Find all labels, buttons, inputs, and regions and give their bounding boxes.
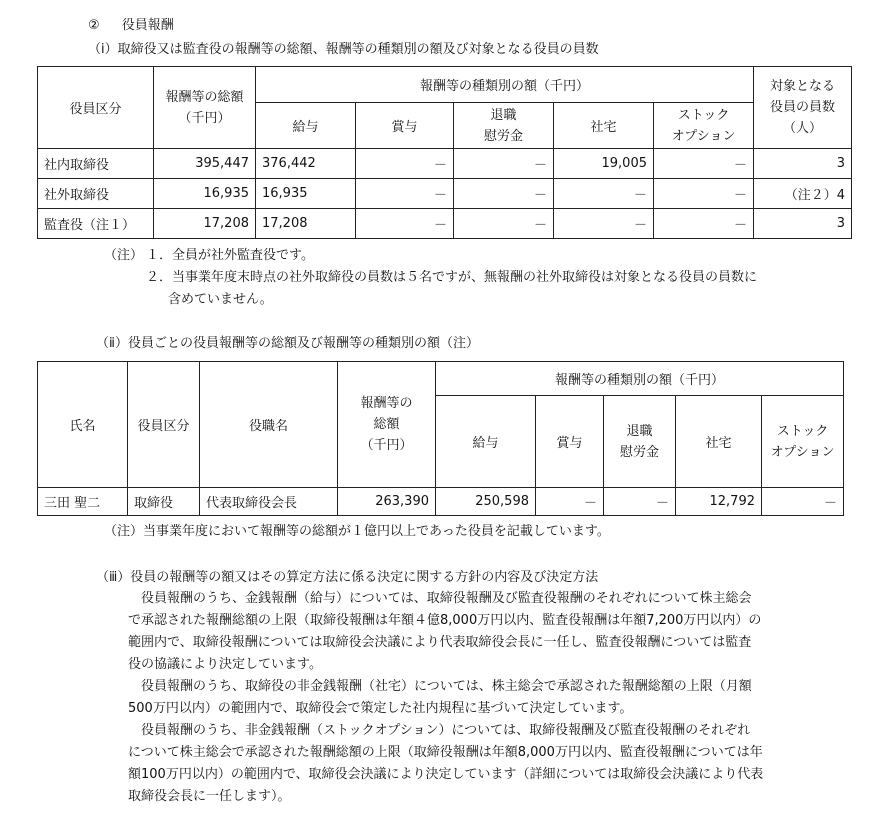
cell-position: 代表取締役会長 [200,488,338,516]
th-stock [762,396,844,488]
cell-total: 395,447 [154,149,256,179]
cell-total: 263,390 [338,488,436,516]
cell-total: 17,208 [154,209,256,239]
section-title: 役員報酬 [121,18,174,33]
cell-salary: 17,208 [256,209,356,239]
policy-paragraph-2 [128,676,752,720]
th-salary: 給与 [256,103,356,149]
policy-line: で承認された報酬総額の上限（取締役報酬は年額４億8,000万円以内、監査役報酬は年額7,200万円以内）の [128,613,762,628]
th-count-line2: 役員の員数 [770,100,836,115]
cell-stock: － [654,179,754,209]
remuneration-by-category-table [37,66,852,239]
th-stock [654,103,754,149]
table-row [38,209,852,239]
cell-housing: 19,005 [554,149,654,179]
th-retire-line2: 慰労金 [619,444,659,460]
cell-housing: 12,792 [676,488,762,516]
th-total [154,67,256,149]
th-stock-line1: ストック [677,107,730,123]
policy-line: 額100万円以内）の範囲内で、取締役会決議により決定しています（詳細については取締役会決議により代表 [128,767,764,782]
cell-housing: － [554,209,654,239]
th-retire [604,396,676,488]
section-heading [88,14,174,33]
th-total-line1: 報酬等の [360,396,413,411]
cell-stock: － [654,209,754,239]
th-salary: 給与 [436,396,536,488]
note-1: １．全員が社外監査役です。 [146,248,314,263]
th-position: 役職名 [200,362,338,488]
cell-bonus: － [356,209,454,239]
note-table2: （注）当事業年度において報酬等の総額が１億円以上であった役員を記載しています。 [104,524,610,539]
section-number: ② [88,18,100,33]
policy-line: 役員報酬のうち、取締役の非金銭報酬（社宅）については、株主総会で承認された報酬総額の上限（月額 [128,679,752,694]
th-retire-line1: 退職 [490,107,517,123]
subheading-i: （ⅰ）取締役又は監査役の報酬等の総額、報酬等の種類別の額及び対象となる役員の員数 [88,42,599,57]
note-label: （注） [104,248,144,263]
th-name: 氏名 [38,362,128,488]
th-count [754,67,852,149]
th-stock-line2: オプション [770,444,835,460]
cell-count: （注２）4 [754,179,852,209]
remuneration-by-officer-table [37,361,844,516]
th-category: 役員区分 [38,67,154,149]
th-bonus: 賞与 [536,396,604,488]
policy-line: について株主総会で承認された報酬総額の上限（取締役報酬は年額8,000万円以内、監査役報酬については年 [128,745,763,760]
th-housing: 社宅 [676,396,762,488]
subheading-iii: （ⅲ）役員の報酬等の額又はその算定方法に係る決定に関する方針の内容及び決定方法 [96,570,599,585]
cell-retire: － [454,209,554,239]
policy-line: 役の協議により決定しています。 [128,657,322,672]
table-row [38,149,852,179]
table1-header-row1 [38,67,852,103]
note-2b: 含めていません。 [168,292,273,307]
policy-paragraph-1 [128,588,761,676]
note-2a: ２．当事業年度末時点の社外取締役の員数は５名ですが、無報酬の社外取締役は対象となる役員の員数に [146,270,758,285]
cell-housing: － [554,179,654,209]
th-total-line1: 報酬等の総額 [165,89,244,105]
policy-line: 役員報酬のうち、金銭報酬（給与）については、取締役報酬及び監査役報酬のそれぞれについて株主総会 [128,591,752,606]
th-count-line3: （人） [783,121,823,136]
policy-paragraph-3 [128,720,763,808]
cell-count: 3 [754,149,852,179]
cell-retire: － [454,149,554,179]
th-total-line2: 総額 [373,417,400,432]
cell-total: 16,935 [154,179,256,209]
cell-bonus: － [536,488,604,516]
cell-category: 取締役 [128,488,200,516]
th-count-line1: 対象となる [770,79,836,94]
policy-line: 役員報酬のうち、非金銭報酬（ストックオプション）については、取締役報酬及び監査役報酬のそれぞれ [128,723,751,738]
cell-bonus: － [356,149,454,179]
subheading-ii: （ⅱ）役員ごとの役員報酬等の総額及び報酬等の種類別の額（注） [96,336,479,351]
th-retire-line2: 慰労金 [483,128,523,144]
policy-line: 範囲内で、取締役報酬については取締役会決議により代表取締役会長に一任し、監査役報酬については監査 [128,635,752,650]
th-stock-line1: ストック [776,423,829,439]
cell-retire: － [604,488,676,516]
cell-salary: 16,935 [256,179,356,209]
policy-line: 500万円以内）の範囲内で、取締役会で策定した社内規程に基づいて決定しています。 [128,701,633,716]
table-row [38,179,852,209]
table-row [38,488,844,516]
th-bonus: 賞与 [356,103,454,149]
cell-salary: 376,442 [256,149,356,179]
th-type-group: 報酬等の種類別の額（千円） [256,67,754,103]
cell-bonus: － [356,179,454,209]
table2-header-row1 [38,362,844,396]
th-retire [454,103,554,149]
cell-category: 社外取締役 [38,179,154,209]
cell-stock: － [654,149,754,179]
th-housing: 社宅 [554,103,654,149]
th-total-line2: （千円） [178,110,231,126]
th-type-group: 報酬等の種類別の額（千円） [436,362,844,396]
cell-stock: － [762,488,844,516]
th-retire-line1: 退職 [626,423,653,439]
th-stock-line2: オプション [671,128,736,144]
th-total [338,362,436,488]
cell-category: 社内取締役 [38,149,154,179]
cell-salary: 250,598 [436,488,536,516]
cell-retire: － [454,179,554,209]
th-total-line3: （千円） [360,438,413,453]
th-category: 役員区分 [128,362,200,488]
cell-count: 3 [754,209,852,239]
cell-category: 監査役（注１） [38,209,154,239]
cell-name: 三田 聖二 [38,488,128,516]
policy-line: 取締役会長に一任します）。 [128,789,291,804]
